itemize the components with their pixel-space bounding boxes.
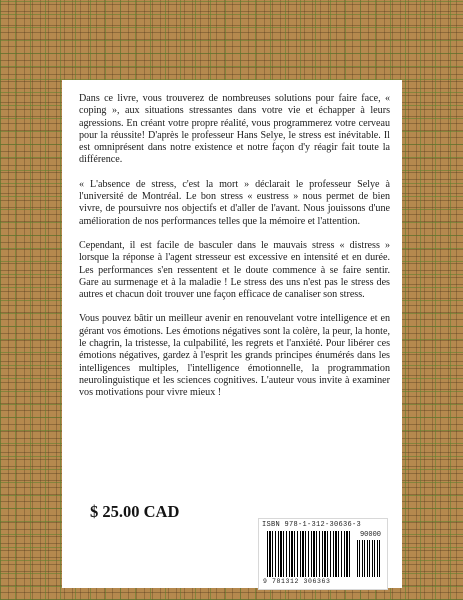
paragraph-eustress: « L'absence de stress, c'est la mort » déclarait le professeur Selye à l'université de Montréal. Le bon stress « eustress » nous permet de bien vivre, de poursuivre nos objectifs et d'aller de l'avant. Nous jouissons d'une amélioration de nos performances telles que la mémoire et l'attention. bbox=[79, 178, 390, 227]
paragraph-intro: Dans ce livre, vous trouverez de nombreuses solutions pour faire face, « coping », aux situations stressantes dans votre vie et échapper à leurs agressions. En créant votre propre réalité, vous programmerez votre cerveau pour la réussite! D'après le professeur Hans Selye, le stress est inévitable. Il est omniprésent dans notre existence et notre façon d'y réagir fait toute la différence. bbox=[79, 93, 390, 166]
price-code: 90000 bbox=[359, 531, 381, 539]
barcode-icon bbox=[267, 531, 352, 577]
paragraph-emotions: Vous pouvez bâtir un meilleur avenir en renouvelant votre intelligence et en gérant vos émotions. Les émotions négatives sont la colère, la peur, la honte, le chagrin, la tristesse, la culpabilité, les regrets et l'anxiété. Pour libérer ces émotions négatives, gardez à l'esprit les grands principes énumérés dans les intelligences multiples, l'intelligence émotionnelle, la programmation neurolinguistique et les sciences cognitives. L'auteur vous invite à examiner vos motivations pour vivre mieux ! bbox=[79, 313, 390, 399]
isbn-barcode bbox=[258, 518, 388, 590]
paragraph-distress: Cependant, il est facile de basculer dans le mauvais stress « distress » lorsque la réponse à l'agent stresseur est excessive en intensité et en durée. Les performances s'en ressentent et le doute commence à se faire sentir. Gare au surmenage et à la maladie ! Le stress des uns n'est pas le stress des autres et chacun doit trouver une façon efficace de canaliser son stress. bbox=[79, 239, 390, 301]
barcode-addon-icon bbox=[357, 540, 381, 577]
isbn-label: ISBN 978-1-312-30636-3 bbox=[262, 521, 362, 529]
price-label: $ 25.00 CAD bbox=[90, 502, 180, 521]
isbn-digits: 9 781312 306363 bbox=[263, 578, 331, 585]
description-block bbox=[79, 93, 390, 400]
